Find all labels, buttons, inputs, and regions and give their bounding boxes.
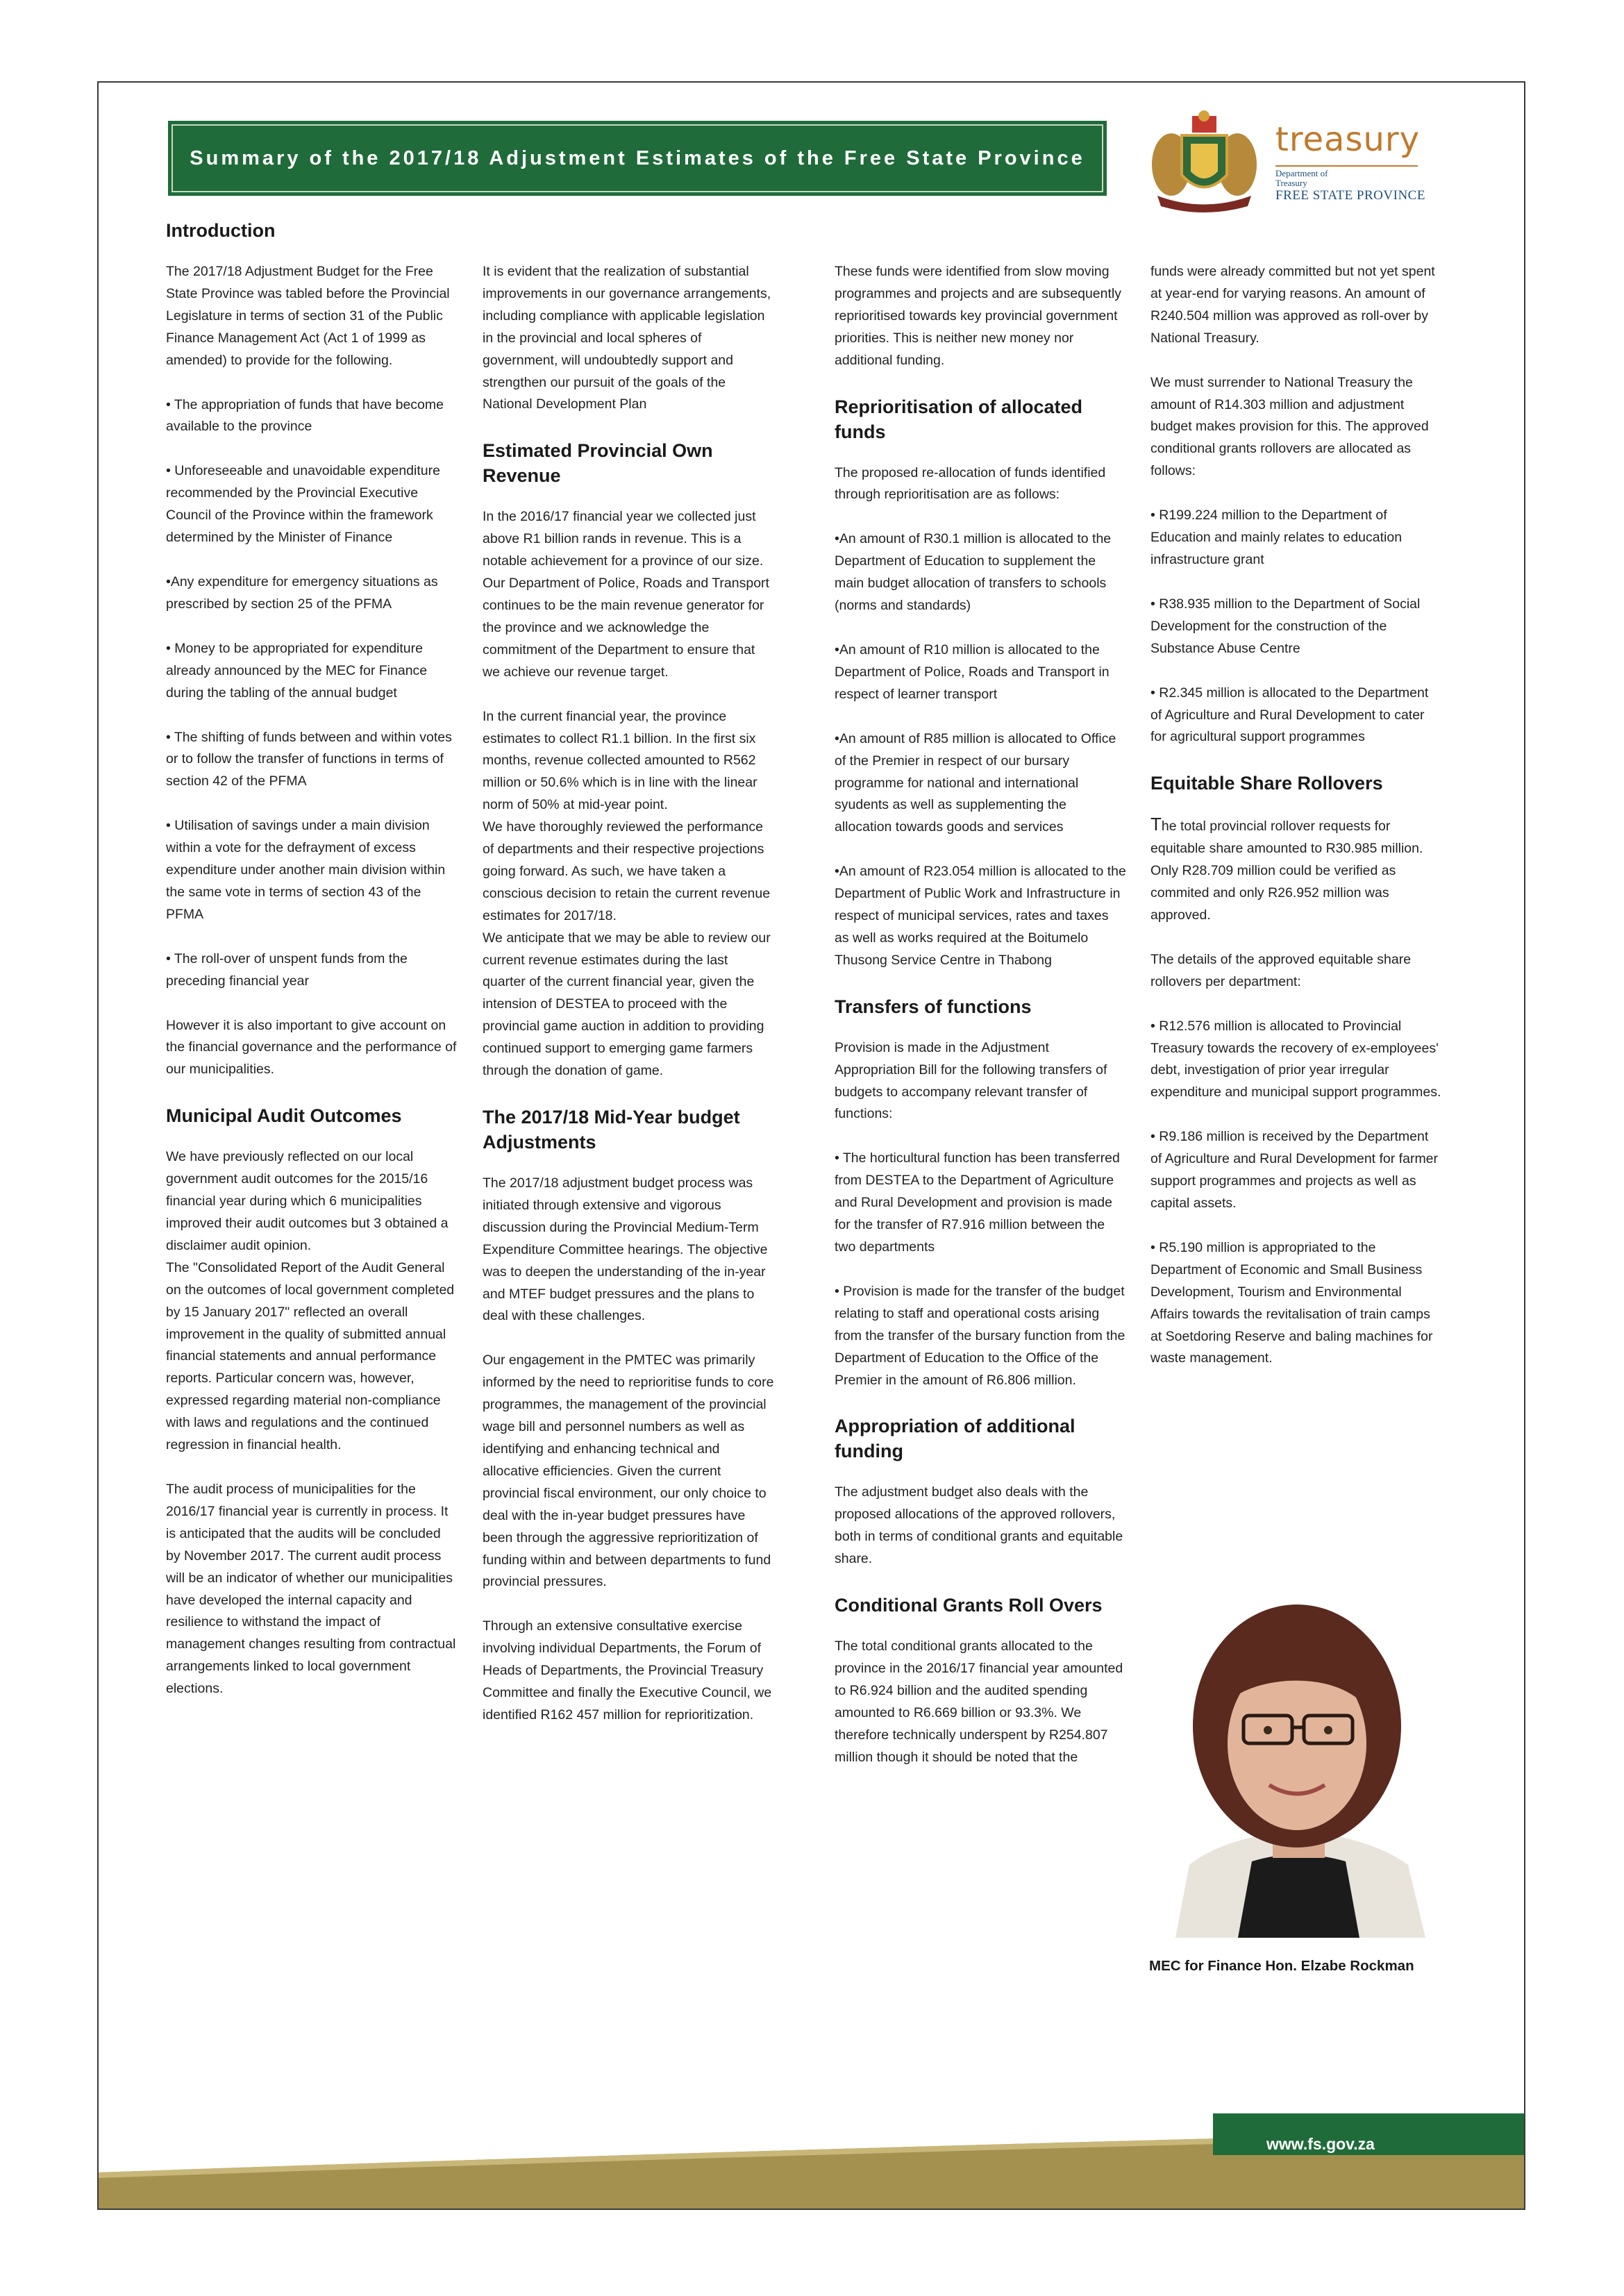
heading-additional-funding: Appropriation of additional funding — [835, 1416, 1075, 1462]
paragraph: It is evident that the realization of substantial improvements in our governance arrangements, including compliance with applicable legislation in the provincial and local spheres of government, will undoubtedly support and strengthen our pursuit of the goals of the National Development Plan — [483, 264, 771, 412]
paragraph: Provision is made in the Adjustment Appropriation Bill for the following transfers of budgets to accompany relevant transfer of functions: — [835, 1039, 1107, 1122]
photo-caption: MEC for Finance Hon. Elzabe Rockman — [1149, 1958, 1414, 1974]
paragraph: The details of the approved equitable share rollovers per department: — [1150, 951, 1412, 989]
bullet-item: • R38.935 million to the Department of Social Development for the construction of the Substance Abuse Centre — [1150, 596, 1421, 656]
page-title: Summary of the 2017/18 Adjustment Estimates of the Free State Province — [190, 146, 1085, 169]
logo-dept-line2: Treasury — [1275, 178, 1307, 188]
heading-mid-year-adjustments: The 2017/18 Mid-Year budget Adjustments — [483, 1107, 740, 1153]
bullet-item: • The appropriation of funds that have become available to the province — [166, 396, 444, 435]
column-3 — [835, 218, 1126, 1791]
bullet-item: • The shifting of funds between and within votes or to follow the transfer of functions in terms of section 42 of the PFMA — [166, 729, 452, 789]
column-2 — [483, 218, 774, 1749]
paragraph: The audit process of municipalities for the 2016/17 financial year is currently in process. It is anticipated that the audits will be concluded by November 2017. The current audit process will be an indicator of whether our municipalities have developed the internal capacity and resilience to withstand the impact of management changes resulting from contractual arrangements linked to local government elections. — [166, 1481, 456, 1697]
paragraph: The total provincial rollover requests for equitable share amounted to R30.985 million. Only R28.709 million could be verified as commited and only R26.952 million was approved. — [1150, 814, 1423, 923]
bullet-item: • R5.190 million is appropriated to the Department of Economic and Small Business Development, Tourism and Environmental Affairs towards the revitalisation of train camps at Soetdoring Reserve and baling machines for waste management. — [1150, 1239, 1433, 1366]
paragraph: We anticipate that we may be able to review our current revenue estimates during the last quarter of the current financial year, given the intension of DESTEA to proceed with the provincial game auction in addition to providing continued support to emerging game farmers through the donation of game. — [483, 930, 771, 1079]
bullet-item: • The roll-over of unspent funds from the preceding financial year — [166, 950, 408, 989]
paragraph: We have previously reflected on our local government audit outcomes for the 2015/16 financial year during which 6 municipalities improved their audit outcomes but 3 obtained a disclaimer audit opinion. — [166, 1149, 449, 1253]
logo-dept-line1: Department of — [1275, 168, 1328, 178]
portrait-illustration — [1148, 1601, 1447, 1938]
bullet-item: • Utilisation of savings under a main division within a vote for the defrayment of excess expenditure under another main division within the same vote in terms of section 43 of the PFMA — [166, 818, 446, 922]
paragraph: The adjustment budget also deals with the proposed allocations of the approved rollovers, both in terms of conditional grants and equitable share. — [835, 1484, 1123, 1567]
paragraph: The 2017/18 adjustment budget process was initiated through extensive and vigorous discussion during the Provincial Medium-Term Expenditure Committee hearings. The objective was to deepen the understanding of the in-year and MTEF budget pressures and the plans to deal with these challenges. — [483, 1175, 768, 1324]
heading-transfers-of-functions: Transfers of functions — [835, 996, 1032, 1017]
bullet-item: • R12.576 million is allocated to Provincial Treasury towards the recovery of ex-employees' debt, investigation of prior year irregular expenditure and municipal support programmes. — [1150, 1018, 1441, 1100]
bullet-item: •An amount of R23.054 million is allocated to the Department of Public Work and Infrastructure in respect of municipal services, rates and taxes as well as works required at the Boitumelo Thusong Service Centre in Thabong — [835, 864, 1126, 968]
paragraph: The "Consolidated Report of the Audit General on the outcomes of local government completed by 15 January 2017" reflected an overall improvement in the quality of submitted annual financial statements and annual performance reports. Particular concern was, however, expressed regarding material non-compliance with laws and regulations and the continued regression in financial health. — [166, 1259, 455, 1453]
paragraph: The total conditional grants allocated to the province in the 2016/17 financial year amounted to R6.924 billion and the audited spending amounted to R6.669 billion or 93.3%. We therefore technically underspent by R254.807 million though it should be noted that the — [835, 1639, 1123, 1765]
paragraph: These funds were identified from slow moving programmes and projects and are subsequently reprioritised towards key provincial government priorities. This is neither new money nor additional funding. — [835, 264, 1121, 368]
bullet-item: • R9.186 million is received by the Department of Agriculture and Rural Development for farmer support programmes and projects as well as capital assets. — [1150, 1129, 1439, 1211]
bullet-item: •An amount of R30.1 million is allocated to the Department of Education to supplement the main budget allocation of transfers to schools (norms and standards) — [835, 531, 1112, 614]
logo-province: FREE STATE PROVINCE — [1275, 188, 1425, 203]
bullet-item: • Provision is made for the transfer of the budget relating to staff and operational costs arising from the transfer of the bursary function from the Department of Education to the Office of the Premier in the amount of R6.806 million. — [835, 1283, 1125, 1388]
bullet-item: •An amount of R10 million is allocated to the Department of Police, Roads and Transport in respect of learner transport — [835, 642, 1110, 702]
paragraph: In the 2016/17 financial year we collected just above R1 billion rands in revenue. This is a notable achievement for a province of our size. Our Department of Police, Roads and Transport continues to be the main revenue generator for the province and we acknowledge the commitment of the Department to ensure that we achieve our revenue target. — [483, 509, 769, 680]
heading-own-revenue: Estimated Provincial Own Revenue — [483, 440, 713, 487]
paragraph: We must surrender to National Treasury the amount of R14.303 million and adjustment budget makes provision for this. The approved conditional grants rollovers are allocated as follows: — [1150, 374, 1429, 479]
column-4 — [1150, 218, 1442, 1392]
heading-municipal-audit: Municipal Audit Outcomes — [166, 1105, 402, 1127]
bullet-item: •Any expenditure for emergency situations as prescribed by section 25 of the PFMA — [166, 573, 438, 612]
coat-of-arms-icon — [1144, 109, 1265, 213]
treasury-logo — [1144, 109, 1435, 213]
page-frame — [97, 81, 1525, 2210]
paragraph: In the current financial year, the province estimates to collect R1.1 billion. In the first six months, revenue collected amounted to R562 million or 50.6% which is in line with the linear norm of 50% at mid-year point. — [483, 708, 757, 813]
bullet-item: • The horticultural function has been transferred from DESTEA to the Department of Agriculture and Rural Development and provision is made for the transfer of R7.916 million between the two departments — [835, 1150, 1120, 1255]
title-banner-border — [171, 124, 1103, 192]
bullet-item: • Money to be appropriated for expenditure already announced by the MEC for Finance during the tabling of the annual budget — [166, 640, 428, 701]
paragraph: The proposed re-allocation of funds identified through reprioritisation are as follows: — [835, 464, 1106, 503]
bullet-item: • R199.224 million to the Department of Education and mainly relates to education infrastructure grant — [1150, 508, 1403, 567]
bullet-item: • R2.345 million is allocated to the Department of Agriculture and Rural Development to cater for agricultural support programmes — [1150, 685, 1429, 745]
paragraph: We have thoroughly reviewed the performance of departments and their respective projections going forward. As such, we have taken a conscious decision to retain the current revenue estimates for 2017/18. — [483, 819, 771, 923]
logo-wordmark: treasury — [1275, 120, 1421, 159]
paragraph: Our engagement in the PMTEC was primarily informed by the need to reprioritise funds to core programmes, the management of the provincial wage bill and personnel numbers as well as identifying and enhancing technical and allocative efficiencies. Given the current provincial fiscal environment, our only choice to deal with the in-year budget pressures have been through the aggressive reprioritization of funding within and between departments to fund provincial pressures. — [483, 1352, 774, 1590]
logo-department — [1275, 169, 1414, 188]
column-1 — [166, 218, 458, 1723]
bullet-item: • Unforeseeable and unavoidable expenditure recommended by the Provincial Executive Council of the Province within the framework determined by the Minister of Finance — [166, 463, 440, 546]
heading-equitable-share: Equitable Share Rollovers — [1150, 773, 1383, 794]
heading-reprioritisation: Reprioritisation of allocated funds — [835, 396, 1083, 442]
website-link[interactable]: www.fs.gov.za — [1266, 2135, 1375, 2153]
paragraph: However it is also important to give account on the financial governance and the performance of our municipalities. — [166, 1017, 457, 1078]
title-banner — [168, 121, 1107, 196]
paragraph: Through an extensive consultative exercise involving individual Departments, the Forum of Heads of Departments, the Provincial Treasury Committee and finally the Executive Council, we identified R162 457 million for reprioritization. — [483, 1618, 772, 1723]
heading-conditional-grants: Conditional Grants Roll Overs — [835, 1595, 1103, 1616]
logo-divider — [1275, 165, 1418, 167]
mec-portrait — [1148, 1601, 1447, 1938]
paragraph: funds were already committed but not yet spent at year-end for varying reasons. An amount of R240.504 million was approved as roll-over by National Treasury. — [1150, 264, 1435, 346]
bullet-item: •An amount of R85 million is allocated to Office of the Premier in respect of our bursary programme for national and international syudents as well as supplementing the allocation towards goods and services — [835, 730, 1116, 835]
heading-introduction: Introduction — [166, 220, 276, 241]
paragraph: The 2017/18 Adjustment Budget for the Free State Province was tabled before the Provincial Legislature in terms of section 31 of the Public Finance Management Act (Act 1 of 1999 as amended) to provide for the following. — [166, 264, 450, 368]
